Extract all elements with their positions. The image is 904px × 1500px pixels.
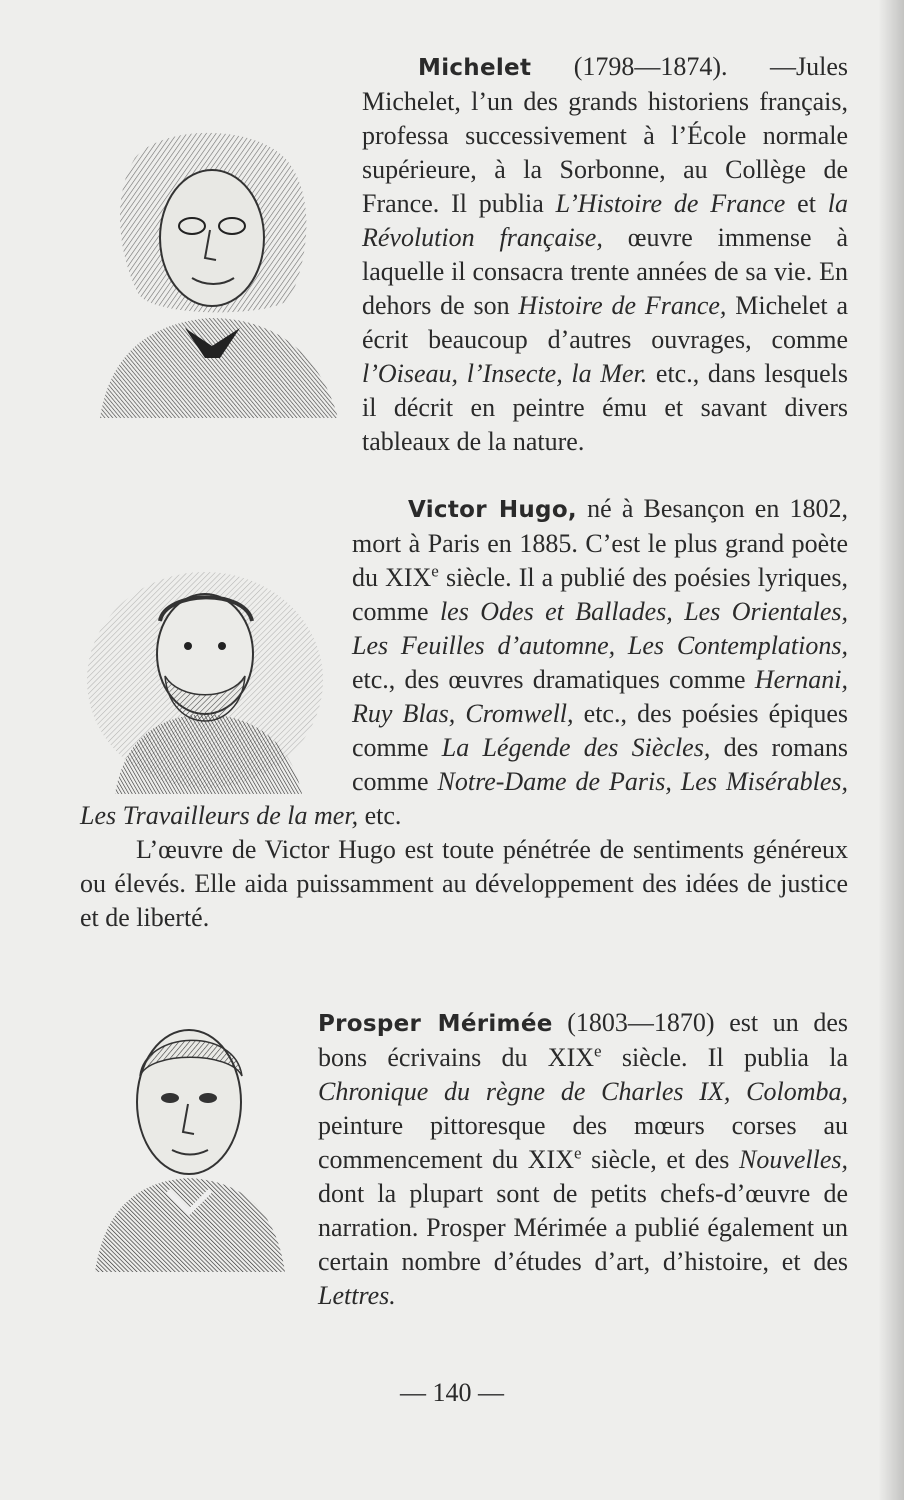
michelet-works-nature: l’Oiseau, l’Insecte, la Mer.: [362, 359, 648, 388]
merimee-text-5: dont la plupart sont de petits chefs-d’œuvre de narration. Prosper Mérimée a publié également un certain nombre d’études d’art, d’histoire, et des: [318, 1179, 848, 1276]
michelet-end: etc., dans lesquels il décrit en peintre ému et savant divers tableaux de la nature.: [362, 359, 849, 456]
merimee-text-4: siècle, et des: [591, 1145, 730, 1174]
hugo-paragraph-2: L’œuvre de Victor Hugo est toute pénétrée de sentiments généreux ou élevés. Elle aida puissamment au développement des idées de justice et de liberté.: [80, 835, 848, 932]
merimee-section: [80, 1006, 848, 1313]
hugo-epic-works: La Légende des Siècles,: [441, 733, 711, 762]
michelet-section: [80, 50, 848, 459]
hugo-novels-works: Notre-Dame de Paris, Les Misérables, Les Travailleurs de la mer,: [80, 767, 848, 830]
hugo-novels-lead: des romans comme: [352, 733, 849, 796]
michelet-dates: (1798—1874).: [573, 52, 728, 81]
hugo-paragraph: [80, 492, 848, 833]
merimee-portrait: [80, 1016, 306, 1280]
hugo-name: Victor Hugo,: [408, 497, 577, 523]
hugo-intro: né à Besançon en 1802, mort à Paris en 1885. C’est le plus grand poète du XIX: [352, 494, 848, 592]
merimee-work-nouvelles: Nouvelles,: [739, 1145, 849, 1174]
michelet-work-histoire-2: Histoire de France,: [518, 291, 727, 320]
page-number: — 140 —: [400, 1378, 504, 1407]
michelet-work-histoire: L’Histoire de France: [555, 189, 786, 218]
hugo-section: [80, 492, 848, 935]
merimee-work-chronique: Chronique du règne de Charles IX, Colomba,: [318, 1077, 848, 1106]
michelet-middle: Michelet a écrit beaucoup d’autres ouvrages, comme: [362, 291, 848, 354]
michelet-name: Michelet: [418, 55, 532, 81]
hugo-century-sup: e: [431, 561, 439, 581]
merimee-text-3: peinture pittoresque des mœurs corses au commencement du XIX: [318, 1111, 848, 1174]
michelet-lead: —Jules Michelet, l’un des grands historiens français, professa successivement à l’École normale supérieure, à la Sorbonne, au Collège de France. Il publia: [362, 52, 848, 218]
hugo-portrait: [80, 566, 338, 798]
hugo-dramatic-lead: etc., des œuvres dramatiques comme: [352, 665, 746, 694]
michelet-paragraph: [80, 50, 848, 459]
michelet-et: et: [797, 189, 816, 218]
merimee-century-sup-1: e: [594, 1041, 602, 1061]
merimee-name: Prosper Mérimée: [318, 1011, 553, 1037]
merimee-work-lettres: Lettres.: [318, 1281, 396, 1310]
page-edge-shadow: [878, 0, 904, 1500]
michelet-portrait: [80, 118, 348, 428]
merimee-text-2: siècle. Il publia la: [621, 1043, 848, 1072]
michelet-work-revolution: la Révolution française,: [362, 189, 849, 252]
merimee-century-sup-2: e: [573, 1143, 582, 1163]
hugo-etc: etc.: [364, 801, 402, 830]
hugo-lyric-lead: siècle. Il a publié des poésies lyriques, comme: [352, 563, 848, 626]
hugo-dramatic-works: Hernani, Ruy Blas, Cromwell,: [352, 665, 848, 728]
hugo-epic-lead: etc., des poésies épiques comme: [352, 699, 849, 762]
hugo-lyric-works: les Odes et Ballades, Les Orientales, Les Feuilles d’automne, Les Contemplations,: [352, 597, 848, 660]
merimee-dates-text: (1803—1870) est un des bons écrivains du XIX: [318, 1008, 849, 1072]
michelet-after-works: œuvre immense à laquelle il consacra trente années de sa vie. En dehors de son: [362, 223, 849, 320]
merimee-paragraph: [80, 1006, 848, 1313]
